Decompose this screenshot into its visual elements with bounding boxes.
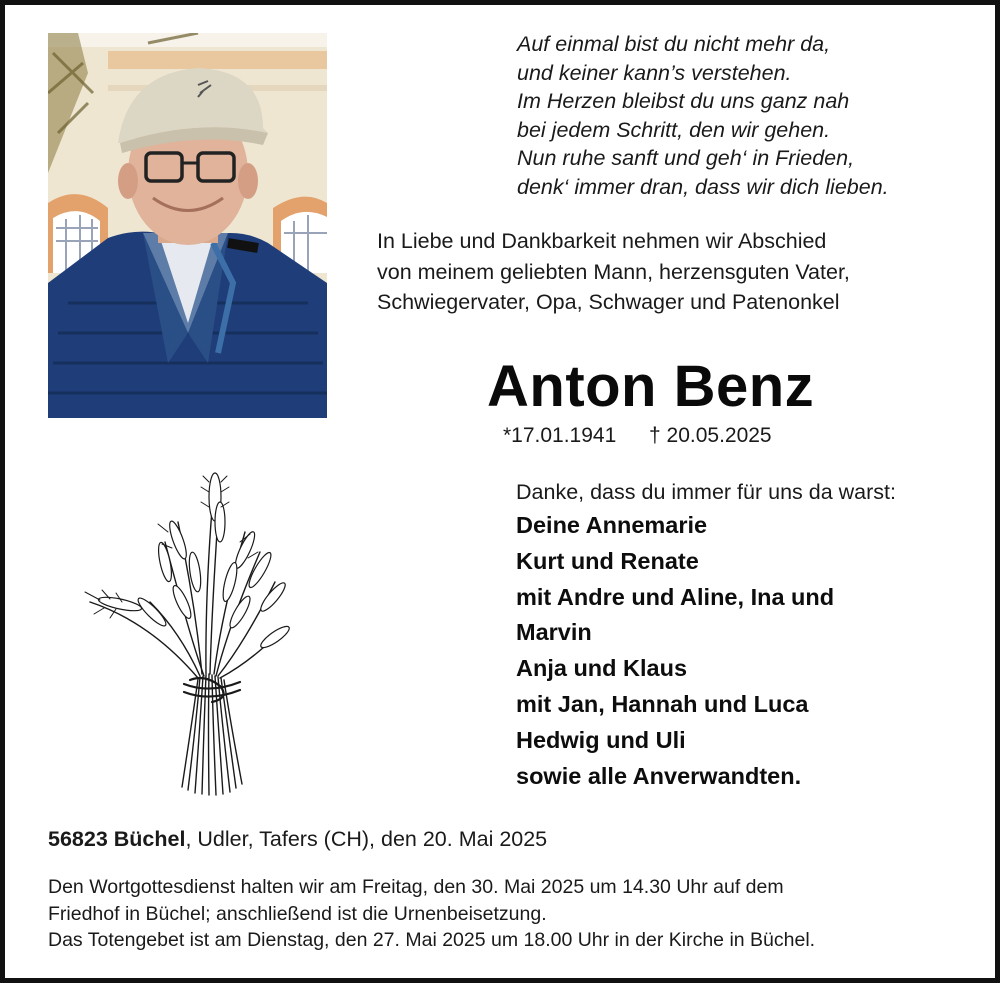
portrait-photo xyxy=(48,33,327,418)
wheat-sheaf-illustration xyxy=(80,462,290,802)
intro-line: In Liebe und Dankbarkeit nehmen wir Abschied xyxy=(377,229,827,253)
intro-line: Schwiegervater, Opa, Schwager und Patenonkel xyxy=(377,290,840,314)
notice-line: Das Totengebet ist am Dienstag, den 27. Mai 2025 um 18.00 Uhr in der Kirche in Büchel. xyxy=(48,929,816,951)
poem-line: Im Herzen bleibst du uns ganz nah xyxy=(517,89,850,113)
poem-line: Nun ruhe sanft und geh‘ in Frieden, xyxy=(517,146,855,170)
notice-line: Friedhof in Büchel; anschließend ist die Urnenbeisetzung. xyxy=(48,902,547,925)
poem xyxy=(517,30,957,201)
poem-line: bei jedem Schritt, den wir gehen. xyxy=(517,117,831,142)
deceased-name: Anton Benz xyxy=(487,354,815,419)
family-member: mit Andre und Aline, Ina und xyxy=(516,583,835,610)
family-member: Kurt und Renate xyxy=(516,547,699,574)
place-rest: , Udler, Tafers (CH), den 20. Mai 2025 xyxy=(185,827,548,851)
family-list xyxy=(516,508,976,794)
poem-line: und keiner kann’s verstehen. xyxy=(517,60,792,85)
poem-line: denk‘ immer dran, dass wir dich lieben. xyxy=(517,174,889,199)
family-member: sowie alle Anverwandten. xyxy=(516,762,802,789)
birth-date: *17.01.1941 xyxy=(503,424,617,447)
family-member: Hedwig und Uli xyxy=(516,726,686,753)
intro-line: von meinem geliebten Mann, herzensguten Vater, xyxy=(377,259,850,284)
thanks-line: Danke, dass du immer für uns da warst: xyxy=(516,480,896,504)
notice-line: Den Wortgottesdienst halten wir am Freitag, den 30. Mai 2025 um 14.30 Uhr auf dem xyxy=(48,876,784,898)
family-member: Deine Annemarie xyxy=(516,512,708,538)
service-notice xyxy=(48,874,968,954)
death-date: † 20.05.2025 xyxy=(649,424,772,447)
place-date-line xyxy=(48,824,547,854)
family-member: Anja und Klaus xyxy=(516,655,688,682)
life-dates xyxy=(503,422,772,450)
family-member: Marvin xyxy=(516,619,592,646)
farewell-intro xyxy=(377,226,977,318)
family-member: mit Jan, Hannah und Luca xyxy=(516,690,809,717)
poem-line: Auf einmal bist du nicht mehr da, xyxy=(517,32,831,56)
town: 56823 Büchel xyxy=(48,827,186,851)
